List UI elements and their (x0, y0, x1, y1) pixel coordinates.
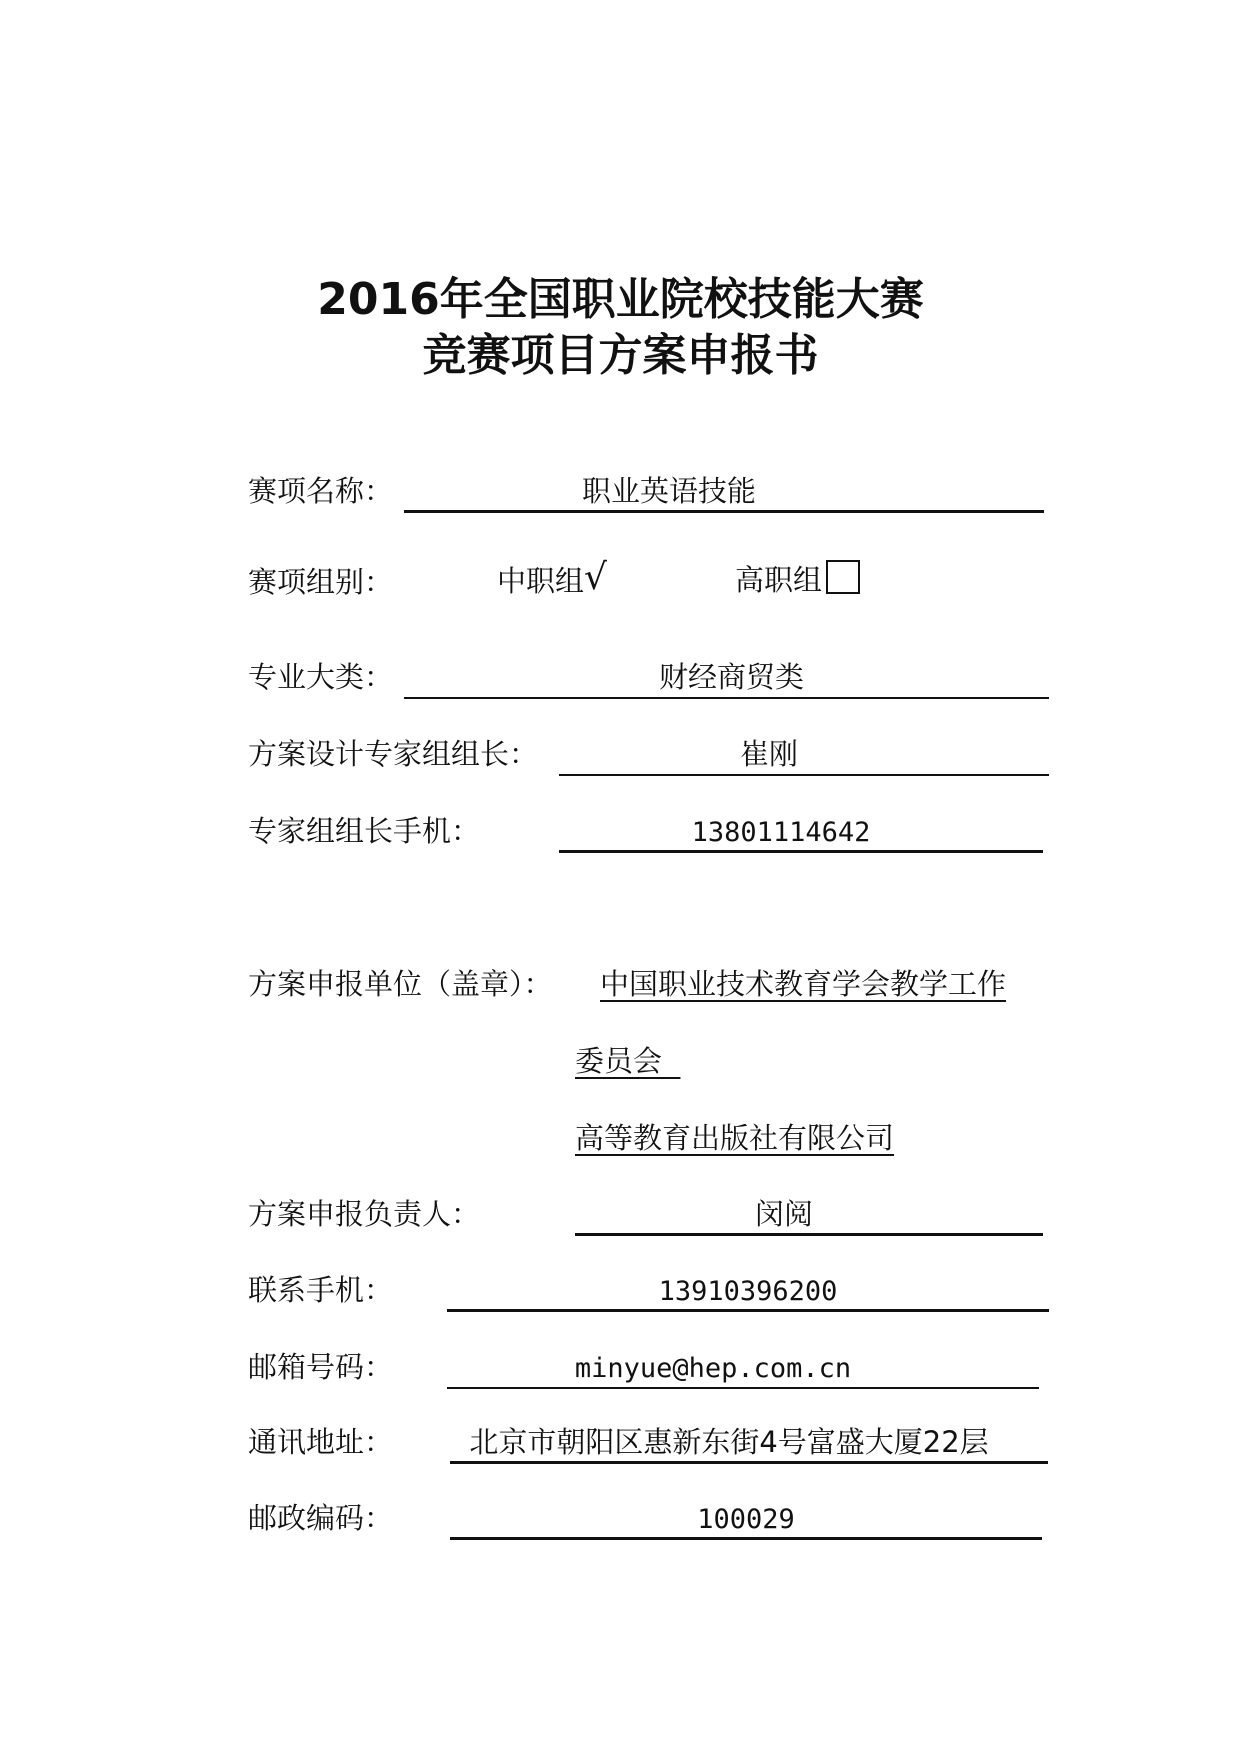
applicant-unit-line2: 委员会 (575, 1044, 663, 1078)
group-option-secondary-label: 中职组 (497, 564, 585, 598)
email-field (447, 1349, 1039, 1385)
major-category-label: 专业大类： (248, 660, 394, 694)
email-value: minyue@hep.com.cn (574, 1353, 852, 1384)
group-option-higher-label: 高职组 (735, 563, 823, 597)
address-label: 通讯地址： (248, 1425, 394, 1459)
applicant-unit-line1: 中国职业技术教育学会教学工作 (600, 967, 1007, 1001)
leader-phone-value: 13801114642 (691, 817, 871, 848)
contact-phone-label: 联系手机： (248, 1273, 394, 1307)
expert-leader-underline (559, 774, 1049, 776)
leader-phone-label: 专家组组长手机： (248, 814, 481, 848)
leader-phone-underline (559, 850, 1043, 853)
expert-leader-field (559, 736, 1049, 772)
applicant-unit-line2-wrap (575, 1043, 680, 1079)
address-field (450, 1424, 1048, 1460)
expert-leader-value: 崔刚 (739, 737, 798, 771)
major-category-value: 财经商贸类 (658, 660, 804, 694)
contact-phone-field (447, 1272, 1049, 1308)
postcode-value: 100029 (697, 1504, 795, 1535)
event-name-underline (404, 510, 1044, 513)
contact-phone-value: 13910396200 (658, 1276, 838, 1307)
address-underline (450, 1461, 1048, 1464)
expert-leader-label: 方案设计专家组组长： (248, 737, 539, 771)
major-category-field (404, 659, 1049, 695)
contact-phone-underline (447, 1309, 1049, 1312)
checkmark-icon: √ (584, 557, 607, 598)
applicant-person-value: 闵阅 (754, 1197, 813, 1231)
document-title-line1: 2016年全国职业院校技能大赛 (317, 274, 924, 325)
applicant-unit-label: 方案申报单位（盖章）： (248, 967, 553, 1001)
postcode-label: 邮政编码： (248, 1501, 394, 1535)
applicant-unit-line3: 高等教育出版社有限公司 (575, 1121, 895, 1155)
group-option-higher (735, 560, 860, 598)
email-label: 邮箱号码： (248, 1350, 394, 1384)
major-category-underline (404, 697, 1049, 699)
event-group-label: 赛项组别： (248, 565, 394, 599)
leader-phone-field (559, 813, 1043, 849)
applicant-person-label: 方案申报负责人： (248, 1197, 481, 1231)
group-option-secondary (497, 557, 607, 599)
event-name-value: 职业英语技能 (581, 474, 756, 508)
email-underline (447, 1387, 1039, 1389)
applicant-person-underline (575, 1233, 1043, 1236)
postcode-field (450, 1500, 1042, 1536)
document-title-line2: 竞赛项目方案申报书 (422, 330, 819, 381)
postcode-underline (450, 1537, 1042, 1540)
address-value: 北京市朝阳区惠新东街4号富盛大厦22层 (469, 1425, 989, 1459)
event-name-label: 赛项名称： (248, 474, 394, 508)
applicant-person-field (575, 1196, 1043, 1232)
event-name-field (404, 473, 1044, 509)
empty-checkbox-icon (826, 560, 860, 594)
